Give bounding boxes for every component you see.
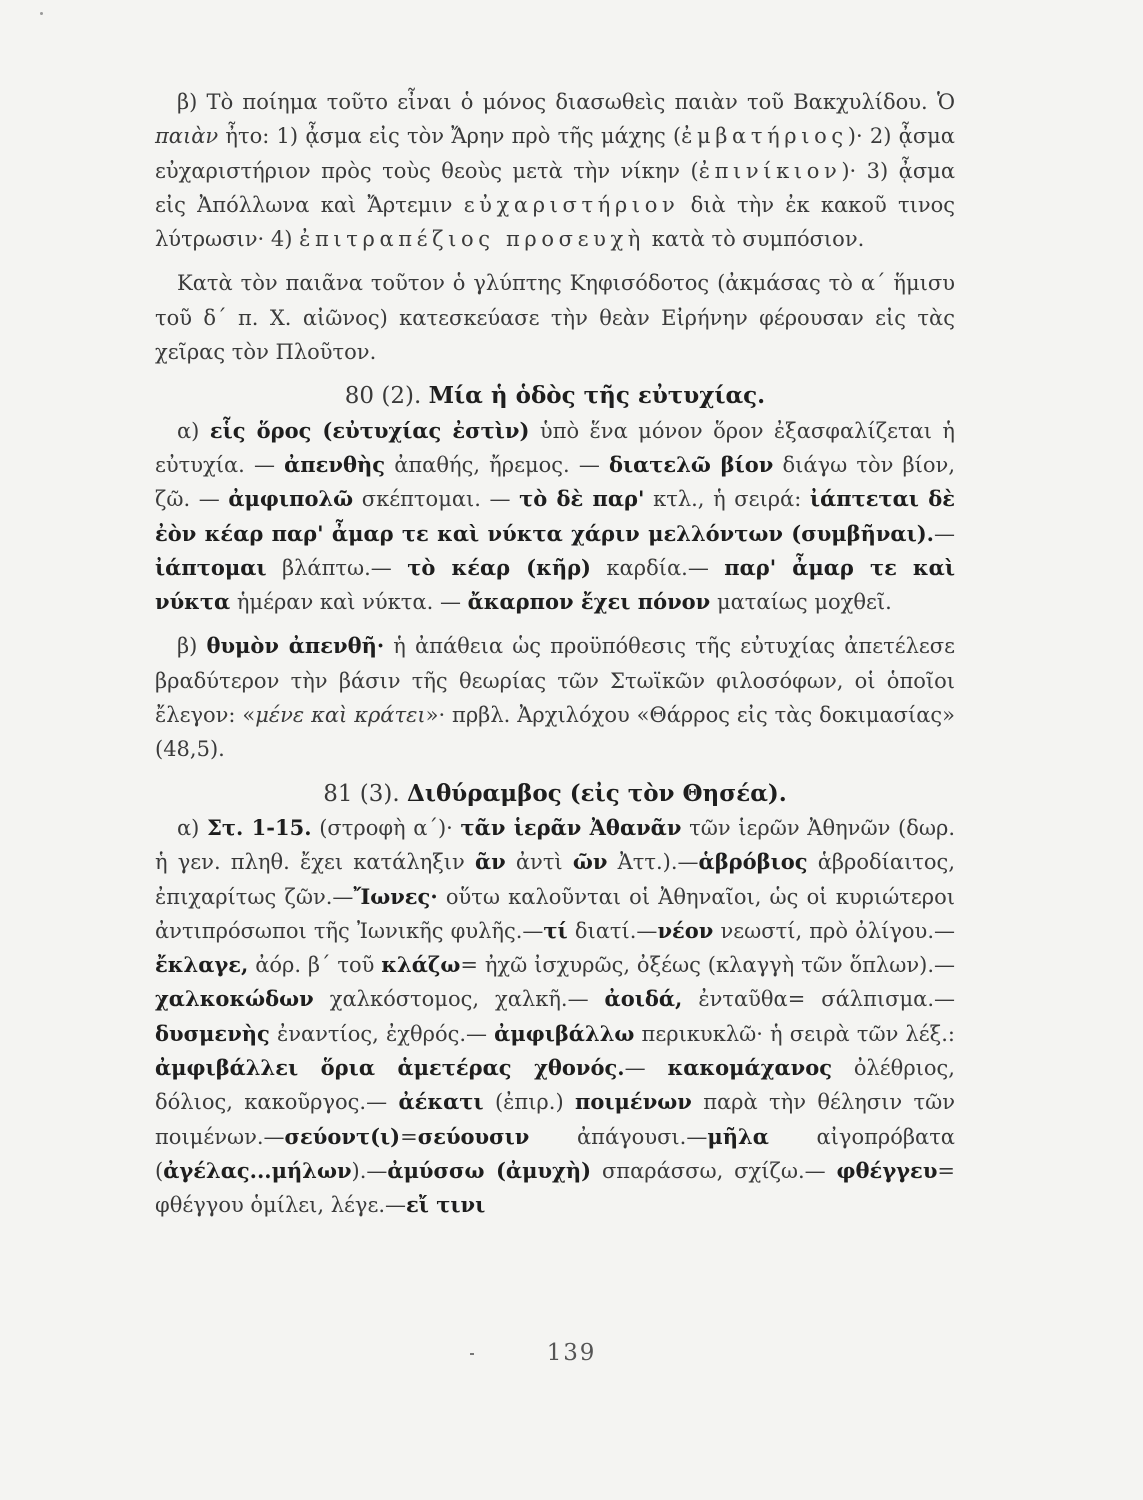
text-run: εἷς ὅρος (εὐτυχίας ἐστὶν) — [209, 417, 530, 443]
text-run: παρὰ τὴν θέλησιν τῶν ποιμένων.— — [155, 1090, 956, 1149]
text-run: εὐχαριστήριον — [463, 192, 680, 217]
text-run: τὸ δὲ παρ' — [519, 486, 645, 512]
text-run: ποιμένων — [575, 1089, 692, 1115]
text-run: ἀπαθής, ἤρεμος. — — [385, 452, 609, 477]
text-run: ἀγέλας...μήλων — [163, 1157, 352, 1183]
text-run: Κατὰ τὸν παιᾶνα τοῦτον ὁ γλύπτης Κηφισόδοτος (ἀκμάσας τὸ α΄ ἥμισυ τοῦ δ΄ π. Χ. αἰῶνος) κατεσκεύασε τὴν θεὰν Εἰρήνην φέρουσαν εἰς τὰς χεῖρας τὸν Πλοῦτον. — [155, 271, 955, 365]
text-run: Διθύραμβος (εἰς τὸν Θησέα). — [406, 779, 787, 807]
text-run: φθέγγευ — [836, 1157, 938, 1183]
text-run: μένε καὶ κράτει — [255, 703, 426, 728]
text-run: διάγω τὸν βίον, ζῶ. — — [155, 452, 955, 512]
text-run: κατὰ τὸ συμπόσιον. — [645, 227, 865, 252]
text-run: ἁβρόβιος — [698, 849, 808, 875]
text-run: = ἠχῶ ἰσχυρῶς, ὀξέως (κλαγγὴ τῶν ὅπλων).— — [460, 953, 955, 978]
text-run: τῶν ἱερῶν Ἀθηνῶν (δωρ. ἡ γεν. πληθ. ἔχει κατάληξιν — [155, 815, 955, 875]
paragraph-80a — [155, 414, 955, 620]
text-run: = φθέγγου ὁμίλει, λέγε.— — [155, 1158, 955, 1218]
text-run: αἰγοπρόβατα ( — [155, 1124, 955, 1183]
text-run: β) — [177, 634, 207, 659]
text-run: ἄκαρπον ἔχει πόνον — [467, 589, 711, 615]
text-run: θυμὸν ἀπενθῆ· — [206, 633, 385, 659]
text-run: σκέπτομαι. — — [353, 487, 520, 512]
text-run: α) — [177, 815, 208, 840]
text-run: α) — [177, 418, 210, 443]
text-run: σεύοντ(ι) — [284, 1123, 401, 1149]
text-run: )· 2) ᾆσμα εὐχαριστήριον πρὸς τοὺς θεοὺς μετὰ τὴν νίκην ( — [155, 124, 955, 183]
text-run: 81 (3). — [323, 780, 407, 807]
text-run: κακομάχανος — [667, 1055, 832, 1081]
text-run: ).— — [351, 1158, 388, 1183]
text-run: νεωστί, πρὸ ὀλίγου.— — [713, 918, 955, 943]
text-run: ἡ ἀπάθεια ὡς προϋπόθεσις τῆς εὐτυχίας ἀπετέλεσε βραδύτερον τὴν βάσιν τῆς θεωρίας τῶν Στωϊκῶν φιλοσόφων, οἱ ὁποῖοι ἔλεγον: « — [155, 634, 956, 728]
text-run: Ἀττ.).— — [607, 850, 699, 875]
text-run: παρ' ἆμαρ τε καὶ νύκτα — [155, 554, 955, 615]
text-run: τί — [543, 917, 568, 943]
text-run: τὸ κέαρ (κῆρ) — [407, 554, 591, 580]
text-run: ἀπάγουσι.— — [529, 1124, 708, 1149]
text-run: 80 (2). — [344, 383, 429, 410]
text-run: χαλκόστομος, χαλκῆ.— — [313, 987, 605, 1012]
text-run: χαλκοκώδων — [155, 986, 314, 1012]
text-run: Ἴωνες· — [353, 883, 438, 909]
text-run: ἀπενθὴς — [284, 451, 386, 477]
text-run: νέον — [657, 917, 714, 943]
text-run: β) Τὸ ποίημα τοῦτο εἶναι ὁ μόνος διασωθεὶς παιὰν τοῦ Βακχυλίδου. Ὁ — [177, 90, 955, 114]
text-run: ματαίως μοχθεῖ. — [710, 590, 892, 615]
paragraph-kephisodotos — [155, 266, 955, 369]
text-run: ἀόρ. β΄ τοῦ — [248, 953, 382, 978]
body-text — [155, 85, 955, 1223]
text-run: »· πρβλ. Ἀρχιλόχου «Θάρρος εἰς τὰς δοκιμασίας» (48,5). — [155, 703, 955, 762]
text-run: ἐναντίος, ἐχθρός.— — [269, 1021, 495, 1046]
text-run: οὕτω καλοῦνται οἱ Ἀθηναῖοι, ὡς οἱ κυριώτεροι ἀντιπρόσωποι τῆς Ἰωνικῆς φυλῆς.— — [155, 884, 956, 943]
heading-80 — [155, 379, 955, 413]
text-run: ῶν — [572, 849, 608, 875]
text-run: σεύουσιν — [417, 1123, 530, 1149]
text-run: παιὰν — [155, 124, 219, 149]
text-run: τᾶν ἱερᾶν Ἀθανᾶν — [460, 814, 682, 840]
text-run: σπαράσσω, σχίζω.— — [591, 1158, 837, 1183]
text-run: περικυκλῶ· ἡ σειρὰ τῶν λέξ.: — [634, 1021, 955, 1046]
text-run: ἀμφιβάλλει ὅρια ἁμετέρας χθονός. — [155, 1055, 625, 1081]
text-run: δυσμενὴς — [155, 1020, 270, 1046]
text-run: ὑπὸ ἕνα μόνον ὅρον ἐξασφαλίζεται ἡ εὐτυχία. — — [155, 418, 955, 477]
text-run: ἡμέραν καὶ νύκτα. — — [230, 590, 468, 615]
text-run: βλάπτω.— — [266, 555, 408, 580]
paragraph-paean — [155, 85, 955, 256]
text-run: ἰάπτομαι — [155, 554, 267, 580]
text-run: ἀμύσσω (ἀμυχὴ) — [387, 1157, 592, 1183]
text-run: ἐπιτραπέζιος προσευχὴ — [299, 227, 646, 252]
text-run: (ἐπιρ.) — [483, 1090, 576, 1115]
text-run: ἐμβατήριος — [681, 124, 848, 149]
heading-81 — [155, 777, 955, 811]
text-run: κλάζω — [381, 952, 461, 978]
text-run: διατί.— — [567, 918, 658, 943]
text-run: ἰάπτεται δὲ ἐὸν κέαρ παρ' ἆμαρ τε καὶ νύκτα χάριν μελλόντων (συμβῆναι). — [155, 486, 955, 546]
text-run: ἐνταῦθα= σάλπισμα.— — [682, 987, 955, 1012]
text-run: ἀέκατι — [398, 1089, 484, 1115]
text-run: ἔκλαγε, — [155, 952, 249, 978]
text-run: ἀοιδά, — [604, 986, 683, 1012]
text-run: καρδία.— — [591, 555, 725, 580]
text-run: ἀντὶ — [505, 850, 573, 875]
text-run: ἁβροδίαιτος, ἐπιχαρίτως ζῶν.— — [155, 850, 955, 909]
text-run: ἀμφιπολῶ — [228, 486, 354, 512]
text-run: ἐπινίκιον — [698, 158, 842, 183]
text-run: κτλ., ἡ σειρά: — [644, 487, 810, 512]
text-run: (στροφὴ α΄)· — [311, 815, 461, 840]
text-run: ἦτο: 1) ᾆσμα εἰς τὸν Ἄρην πρὸ τῆς μάχης ( — [218, 124, 682, 149]
text-run: ὀλέθριος, δόλιος, κακοῦργος.— — [155, 1056, 955, 1115]
paragraph-81a — [155, 811, 955, 1223]
text-run: — — [934, 521, 955, 546]
text-run: = — [400, 1124, 418, 1149]
page-number: 139 — [546, 1340, 597, 1366]
paragraph-80b — [155, 629, 955, 766]
text-run: διὰ τὴν ἐκ κακοῦ τινος λύτρωσιν· 4) — [155, 192, 956, 252]
text-run: Στ. 1-15. — [207, 814, 312, 840]
text-run: εἴ τινι — [406, 1192, 486, 1218]
text-run: — — [624, 1056, 668, 1081]
text-run: Μία ἡ ὁδὸς τῆς εὐτυχίας. — [428, 382, 766, 410]
text-run: ἀμφιβάλλω — [494, 1020, 635, 1046]
text-run: ᾶν — [474, 849, 506, 875]
text-run: )· 3) ᾆσμα εἰς Ἀπόλλωνα καὶ Ἄρτεμιν — [155, 158, 955, 217]
speck-mark — [40, 12, 43, 15]
text-run: διατελῶ βίον — [608, 451, 774, 477]
text-run: μῆλα — [707, 1123, 769, 1149]
